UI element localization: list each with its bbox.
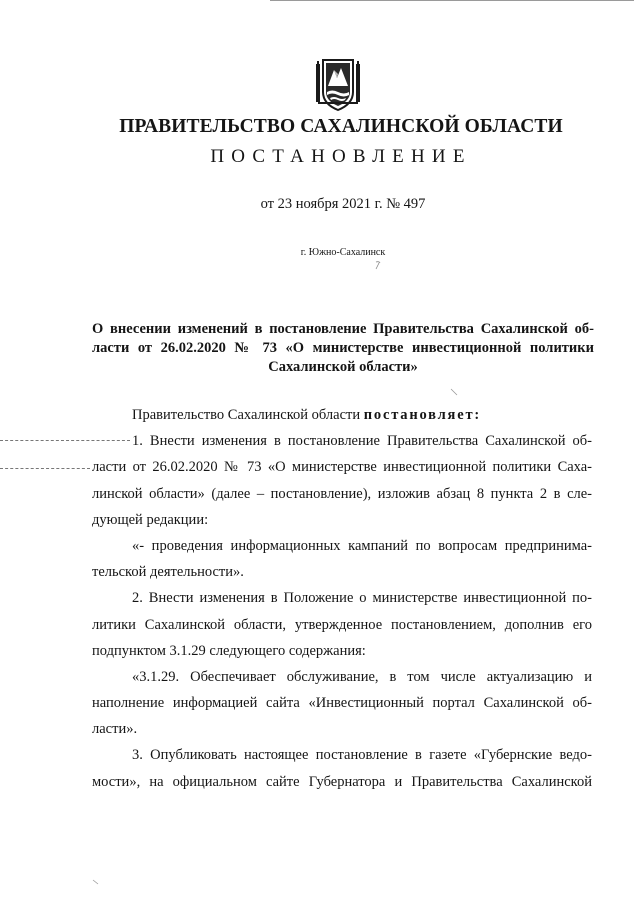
scan-edge-line [270, 0, 634, 1]
document-city: г. Южно-Сахалинск [300, 247, 386, 258]
paragraph-line: 2. Внести изменения в Положение о министерстве инвестиционной по- [132, 590, 592, 607]
document-type: ПОСТАНОВЛЕНИЕ [210, 146, 472, 167]
paragraph-line: «- проведения информационных кампаний по вопросам предпринима- [132, 537, 592, 554]
paragraph-line: линской области» (далее – постановление), изложив абзац 8 пункта 2 в сле- [92, 485, 592, 502]
paragraph-line: тельской деятельности». [92, 564, 244, 581]
paragraph-line: 1. Внести изменения в постановление Правительства Сахалинской об- [132, 433, 592, 450]
intro-text: Правительство Сахалинской области [132, 407, 361, 423]
subject-line: ласти от 26.02.2020 № 73 «О министерстве инвестиционной политики [92, 340, 594, 356]
paragraph-line: подпунктом 3.1.29 следующего содержания: [92, 642, 366, 659]
scan-speck [450, 388, 458, 396]
paragraph-line: ласти от 26.02.2020 № 73 «О министерстве инвестиционной политики Саха- [92, 459, 592, 476]
paragraph-line: ласти». [92, 721, 138, 738]
scan-speck [373, 260, 383, 270]
document-body [92, 402, 592, 795]
paragraph-line: мости», на официальном сайте Губернатора и Правительства Сахалинской [92, 773, 592, 790]
scan-dash-mark [0, 468, 90, 469]
paragraph-line: дующей редакции: [92, 511, 209, 528]
document-date-number: от 23 ноября 2021 г. № 497 [260, 196, 426, 212]
government-title: ПРАВИТЕЛЬСТВО САХАЛИНСКОЙ ОБЛАСТИ [119, 116, 563, 137]
sakhalin-coat-of-arms-icon [314, 56, 362, 112]
scan-speck [92, 878, 100, 886]
document-subject [92, 320, 594, 377]
paragraph-line: «3.1.29. Обеспечивает обслуживание, в том числе актуализацию и [132, 668, 592, 685]
intro-verb: постановляет: [363, 407, 481, 423]
paragraph-line: литики Сахалинской области, утвержденное постановлением, дополнив его [92, 616, 592, 633]
paragraph-line: 3. Опубликовать настоящее постановление в газете «Губернские ведо- [132, 747, 592, 764]
paragraph-line: наполнение информацией сайта «Инвестиционный портал Сахалинской об- [92, 695, 592, 712]
subject-line: Сахалинской области» [268, 359, 418, 375]
intro-paragraph [92, 402, 592, 428]
subject-line: О внесении изменений в постановление Правительства Сахалинской об- [92, 321, 594, 337]
